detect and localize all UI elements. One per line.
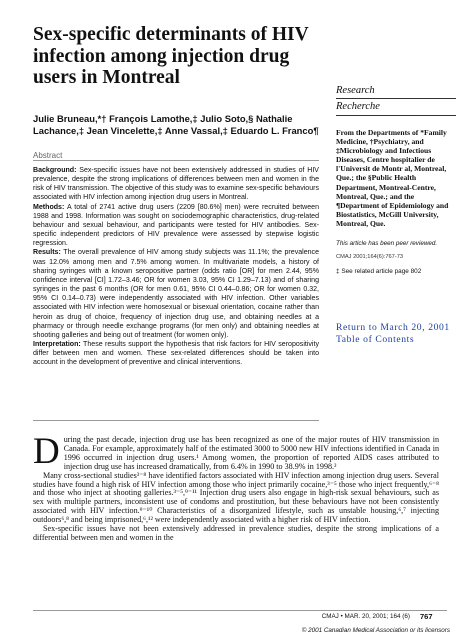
author-line-2: Lachance,‡ Jean Vincelette,‡ Anne Vassal,‡ Eduardo L. Franco¶ — [33, 125, 319, 136]
section-label-fr: Recherche — [336, 101, 380, 112]
abstract-bottom-divider — [33, 420, 319, 421]
abstract-results — [33, 248, 319, 340]
abstract-background — [33, 166, 319, 203]
results-label: Results: — [33, 249, 61, 257]
methods-text: A total of 2741 active drug users (2209 [80.6%] men) were recruited between 1988 and 1998. Information was sought on sociodemographic characteristics, drug-related behaviour and sexual behaviour, and participants were tested for HIV antibodies. Sex-specific independent predictors of HIV prevalence were assessed by stepwise logistic regression. — [33, 203, 320, 248]
author-list — [33, 113, 323, 137]
author-line-1: Julie Bruneau,*† François Lamothe,‡ Julio Soto,§ Nathalie — [33, 113, 293, 124]
section-label-en: Research — [336, 85, 375, 96]
abstract-heading: Abstract — [33, 151, 63, 160]
abstract-body — [33, 166, 319, 367]
background-text: Sex-specific issues have not been extensively addressed in studies of HIV prevalence, despite the strong implications of differences between men and women in the risk of HIV transmission. The objective of this study was to examine sex-specific behaviours associated with HIV infection among injection drug users in Montreal. — [33, 167, 320, 202]
background-label: Background: — [33, 167, 77, 174]
related-article-note: ‡ See related article page 802 — [336, 268, 422, 275]
abstract-divider — [33, 160, 319, 161]
article-body — [33, 431, 439, 543]
methods-label: Methods: — [33, 203, 65, 211]
body-paragraph-3: Sex-specific issues have not been extensively addressed in prevalence studies, despite the strong implications of a differential between men and women in the — [33, 524, 439, 542]
footer-divider — [33, 610, 447, 611]
section-divider-1 — [336, 98, 456, 99]
copyright-notice: © 2001 Canadian Medical Association or its licensors — [301, 627, 450, 634]
interpretation-label: Interpretation: — [33, 340, 81, 348]
article-title: Sex-specific determinants of HIV infection among injection drug users in Montreal — [33, 24, 309, 88]
drop-cap: D — [33, 431, 60, 472]
abstract-methods — [33, 203, 319, 249]
body-paragraph-1 — [33, 431, 439, 472]
return-to-issue-link[interactable]: Return to March 20, 2001 — [336, 322, 450, 333]
table-of-contents-link[interactable]: Table of Contents — [336, 334, 415, 345]
section-divider-2 — [336, 115, 456, 116]
navigation-links — [336, 322, 450, 346]
interpretation-text: These results support the hypothesis that risk factors for HIV seropositivity differ between men and women. These sex-related differences should be taken into account in the development of preventive and clinical interventions. — [33, 340, 319, 367]
footer-journal-info: CMAJ • MAR. 20, 2001; 164 (6) — [321, 613, 410, 620]
body-paragraph-1-text: uring the past decade, injection drug use has been recognized as one of the major routes of HIV transmission in Canada. For example, approximately half of the estimated 3000 to 5000 new HIV infections identified in Canada in 1996 occurred in injection drug users.¹ Among women, the proportion of reported AIDS cases attributed to injection drug use has increased dramatically, from 6.4% in 1990 to 38.9% in 1998.² — [63, 435, 439, 471]
results-text: The overall prevalence of HIV among study subjects was 11.1%; the prevalence was 12.0% among men and 7.5% among women. In multivariate models, a history of sharing syringes with a known seropositive partner (odds ratio [OR] for men 2.44, 95% confidence interval [CI] 1.72–3.46; OR for women 3.03, 95% CI 1.29–7.13) and of sharing syringes in the past 6 months (OR for men 0.61, 95% CI 0.44–0.86; OR for women 0.32, 95% CI 0.14–0.73) were independently associated with HIV infection. Other variables associated with HIV infection were homosexual or bisexual orientation, cocaine rather than heroin as drug of choice, frequency of injection drug use, and obtaining needles at a pharmacy or through needle exchange programs (for men only) and obtaining needles at shooting galleries and being out of treatment (for women only). — [33, 249, 319, 339]
citation-reference: CMAJ 2001;164(6):767-73 — [336, 254, 404, 260]
body-paragraph-2: Many cross-sectional studies³⁻⁸ have identified factors associated with HIV infection among injection drug users. Several studies have found a high risk of HIV infection among those who inject primarily cocaine,³⁻⁵ those who inject frequently,⁶⁻⁸ and those who inject at shooting galleries.³⁻⁵,⁹⁻¹¹ Injection drug users also engage in high-risk sexual behaviours, such as sex with multiple partners, inconsistent use of condoms and prostitution, but these behaviours have not been consistently associated with HIV infection.⁹⁻¹⁰ Characteristics of a disorganized lifestyle, such as unstable housing,⁶,⁷ injecting outdoors⁶,⁸ and being imprisoned,⁶,¹² were independently associated with a higher risk of HIV infection. — [33, 470, 439, 525]
abstract-interpretation — [33, 340, 319, 367]
author-affiliations: From the Departments of *Family Medicine, †Psychiatry, and ‡Microbiology and Infectious Diseases, Centre hospitalier de l'Universit de Montr al, Montreal, Que.; the §Public Health Department, Montreal-Centre, Montreal, Que.; and the ¶Department of Epidemiology and Biostatistics, McGill University, Montreal, Que. — [336, 128, 449, 228]
page-number: 767 — [420, 612, 433, 621]
peer-review-note: This article has been peer reviewed. — [336, 240, 438, 247]
